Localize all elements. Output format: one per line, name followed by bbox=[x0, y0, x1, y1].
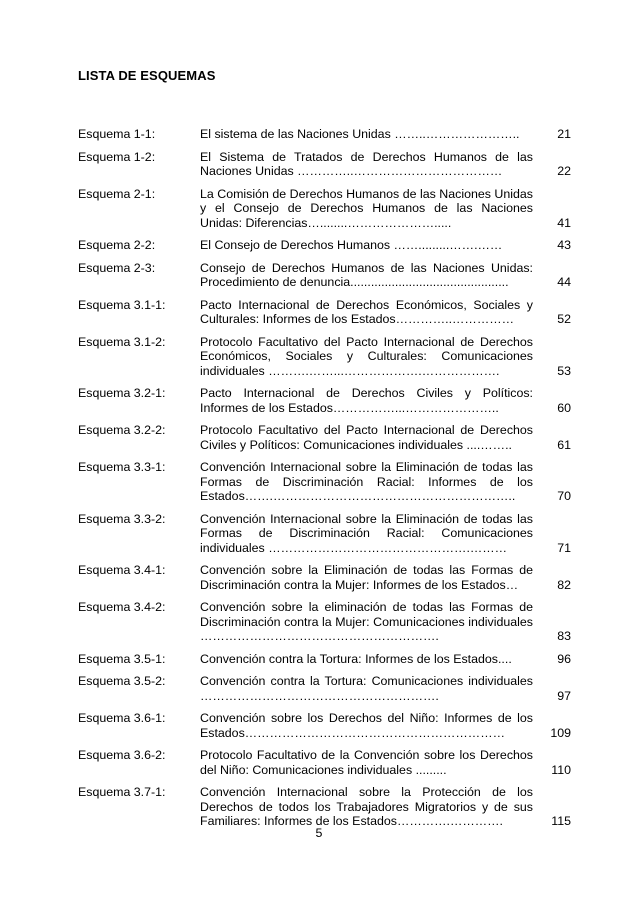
toc-entry-title: Convención contra la Tortura: Comunicaciones individuales …………………………………………………. bbox=[200, 674, 533, 703]
toc-entry-page: 21 bbox=[557, 127, 571, 141]
toc-entry-title: Convención sobre la eliminación de todas las Formas de Discriminación contra la Mujer: Comunicaciones individuales …………………………………………………. bbox=[200, 600, 533, 643]
toc-entry bbox=[78, 150, 571, 179]
toc-entry-title: Protocolo Facultativo del Pacto Internacional de Derechos Civiles y Políticos: Comunicaciones individuales ....…….. bbox=[200, 423, 533, 452]
toc-entry bbox=[78, 563, 571, 592]
toc-entry-label: Esquema 1-2: bbox=[78, 149, 156, 164]
toc-entry bbox=[78, 600, 571, 644]
toc-entry-title: Protocolo Facultativo del Pacto Internacional de Derechos Económicos, Sociales y Culturales: Comunicaciones individuales ……….……...……………….………………. bbox=[200, 334, 533, 378]
toc-entry-label: Esquema 3.2-1: bbox=[78, 386, 166, 400]
toc-entry-label: Esquema 1-1: bbox=[78, 127, 156, 141]
toc-entry-page: 53 bbox=[557, 363, 571, 378]
toc-entry-title: La Comisión de Derechos Humanos de las Naciones Unidas y el Consejo de Derechos Humanos de las Naciones Unidas: Diferencias…........…………………..... bbox=[200, 186, 533, 230]
toc-entry-label: Esquema 3.4-2: bbox=[78, 600, 166, 614]
toc-entry-label: Esquema 2-3: bbox=[78, 260, 156, 275]
toc-entry-label: Esquema 3.4-1: bbox=[78, 563, 166, 577]
toc-entry-title: Pacto Internacional de Derechos Económicos, Sociales y Culturales: Informes de los Estados…………..…………… bbox=[200, 297, 533, 326]
toc-entry-title: Convención sobre los Derechos del Niño: Informes de los Estados……………………………………………………… bbox=[200, 711, 533, 740]
toc-entry-label: Esquema 3.6-1: bbox=[78, 711, 166, 725]
page-number: 5 bbox=[315, 826, 323, 840]
toc-entry-title: Protocolo Facultativo de la Convención sobre los Derechos del Niño: Comunicaciones individuales ......... bbox=[200, 748, 533, 777]
toc-entry-title: El sistema de las Naciones Unidas ……..………………….. bbox=[200, 127, 520, 141]
toc-entry-label: Esquema 3.1-1: bbox=[78, 297, 166, 312]
toc-entry-page: 41 bbox=[557, 215, 571, 230]
toc-entry-page: 96 bbox=[557, 651, 571, 666]
toc-entry-page: 110 bbox=[551, 762, 571, 777]
toc-entry-title: Convención Internacional sobre la Eliminación de todas las Formas de Discriminación Racial: Comunicaciones individuales ………………………………………….……… bbox=[200, 511, 533, 555]
toc-entry bbox=[78, 423, 571, 452]
toc-entry-label: Esquema 2-2: bbox=[78, 238, 156, 252]
toc-entry-title: El Consejo de Derechos Humanos …….........…….…… bbox=[200, 238, 503, 252]
toc-entry bbox=[78, 785, 571, 829]
toc-entry bbox=[78, 512, 571, 556]
toc-entry-page: 71 bbox=[557, 540, 571, 555]
toc-entry-title: Convención sobre la Eliminación de todas las Formas de Discriminación contra la Mujer: Informes de los Estados… bbox=[200, 563, 533, 592]
toc-entry-page: 70 bbox=[557, 489, 571, 503]
toc-entry-page: 115 bbox=[551, 814, 571, 828]
toc-entry bbox=[78, 335, 571, 379]
toc-entry-label: Esquema 3.2-2: bbox=[78, 423, 166, 437]
toc-entry bbox=[78, 386, 571, 415]
toc-entry-page: 52 bbox=[557, 312, 571, 326]
toc-entry-page: 60 bbox=[557, 400, 571, 415]
toc-entry-page: 83 bbox=[557, 629, 571, 643]
toc-entry-label: Esquema 3.7-1: bbox=[78, 785, 166, 799]
toc-entry bbox=[78, 127, 571, 142]
toc-entry bbox=[78, 187, 571, 231]
toc-entry-label: Esquema 3.5-2: bbox=[78, 674, 166, 688]
toc-entry-label: Esquema 3.3-2: bbox=[78, 511, 166, 526]
toc-entry bbox=[78, 238, 571, 253]
page-title: LISTA DE ESQUEMAS bbox=[78, 68, 216, 83]
toc-entry-label: Esquema 3.3-1: bbox=[78, 460, 166, 474]
toc-entry-title: El Sistema de Tratados de Derechos Humanos de las Naciones Unidas …………..……………………………… bbox=[200, 149, 533, 178]
toc-entry bbox=[78, 674, 571, 703]
toc-entry-page: 61 bbox=[557, 437, 571, 452]
toc-entry-title: Convención contra la Tortura: Informes de los Estados.... bbox=[200, 651, 512, 666]
toc-entry-page: 22 bbox=[557, 164, 571, 178]
toc-entry bbox=[78, 261, 571, 290]
toc-entry-title: Consejo de Derechos Humanos de las Naciones Unidas: Procedimiento de denuncia.............................................. bbox=[200, 260, 533, 289]
toc-entry-label: Esquema 3.6-2: bbox=[78, 748, 166, 762]
toc-entry bbox=[78, 748, 571, 777]
toc-entry bbox=[78, 460, 571, 504]
toc-entry bbox=[78, 652, 571, 667]
toc-entry-label: Esquema 3.1-2: bbox=[78, 334, 166, 349]
toc-entry-page: 109 bbox=[550, 725, 571, 740]
toc-entry-page: 43 bbox=[557, 238, 571, 252]
toc-entry-label: Esquema 2-1: bbox=[78, 186, 156, 201]
toc-entry-title: Pacto Internacional de Derechos Civiles y Políticos: Informes de los Estados……………...………………….. bbox=[200, 386, 533, 415]
toc-entry bbox=[78, 711, 571, 740]
toc-entry-page: 82 bbox=[557, 577, 571, 592]
toc-entry-title: Convención Internacional sobre la Eliminación de todas las Formas de Discriminación Racial: Informes de los Estados…….………………………………………………….. bbox=[200, 460, 533, 503]
toc-entry-page: 97 bbox=[557, 688, 571, 703]
toc-list bbox=[78, 127, 571, 837]
toc-entry-title: Convención Internacional sobre la Protección de los Derechos de todos los Trabajadores Migratorios y de sus Familiares: Informes de los Estados………….…………. bbox=[200, 785, 533, 828]
toc-entry-page: 44 bbox=[557, 275, 571, 289]
toc-entry-label: Esquema 3.5-1: bbox=[78, 651, 166, 666]
toc-entry bbox=[78, 298, 571, 327]
